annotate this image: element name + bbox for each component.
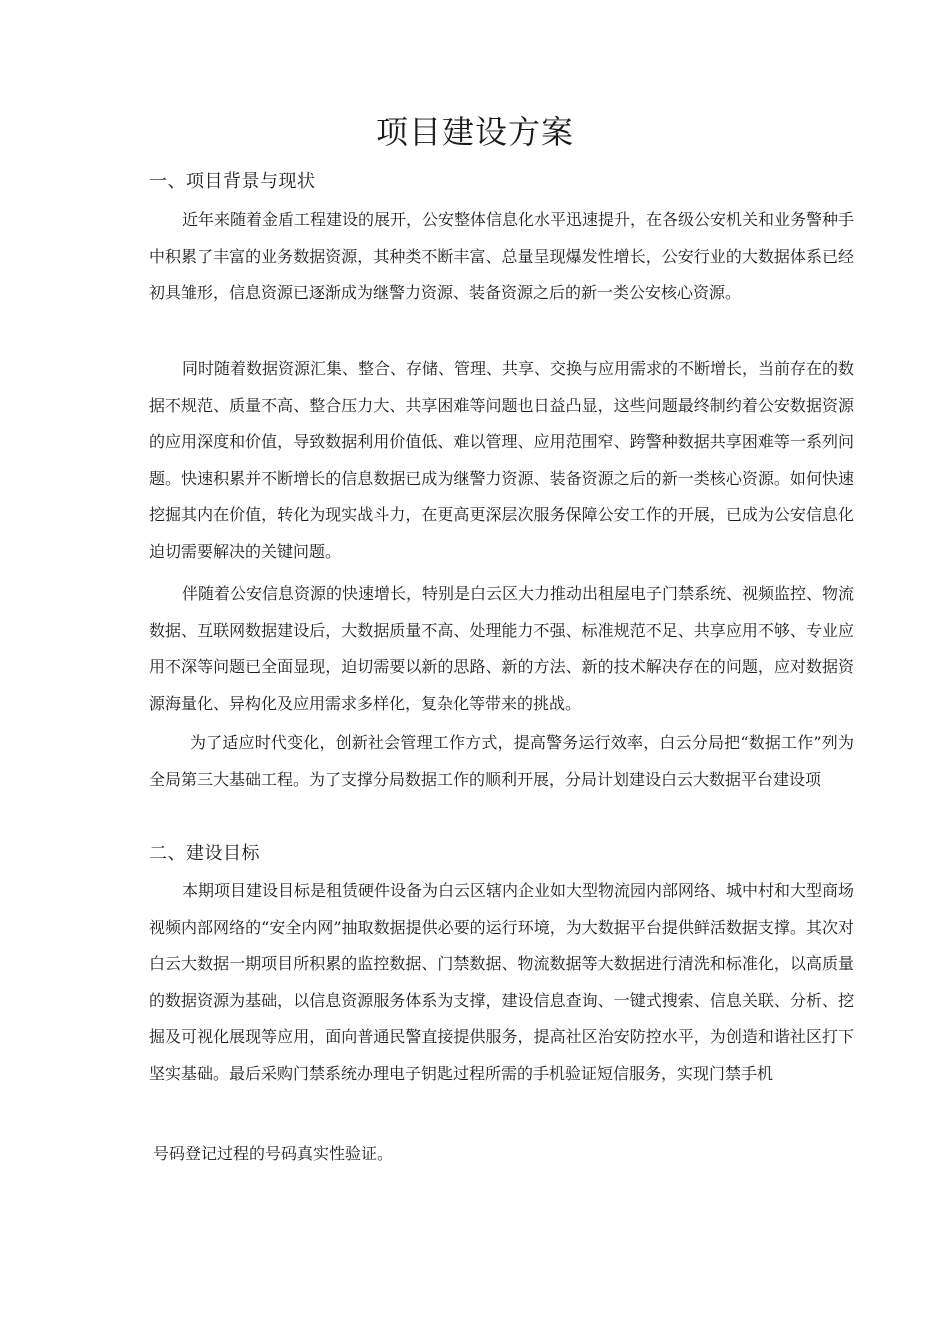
paragraph-goals-tail: 号码登记过程的号码真实性验证。 bbox=[153, 1144, 394, 1163]
paragraph-background-4: 为了适应时代变化，创新社会管理工作方式，提高警务运行效率，白云分局把“数据工作”列为全局第三大基础工程。为了支撑分局数据工作的顺利开展，分局计划建设白云大数据平台建设项 bbox=[149, 733, 854, 789]
paragraph-goals-1: 本期项目建设目标是租赁硬件设备为白云区辖内企业如大型物流园内部网络、城中村和大型商场视频内部网络的“安全内网”抽取数据提供必要的运行环境，为大数据平台提供鲜活数据支撑。其次对白云大数据一期项目所积累的监控数据、门禁数据、物流数据等大数据进行清洗和标准化，以高质量的数据资源为基础，以信息资源服务体系为支撑，建设信息查询、一键式搜索、信息关联、分析、挖掘及可视化展现等应用，面向普通民警直接提供服务，提高社区治安防控水平，为创造和谐社区打下坚实基础。最后采购门禁系统办理电子钥匙过程所需的手机验证短信服务，实现门禁手机 bbox=[149, 881, 855, 1083]
section-heading-goals: 二、建设目标 bbox=[149, 843, 260, 864]
paragraph-background-3: 伴随着公安信息资源的快速增长，特别是白云区大力推动出租屋电子门禁系统、视频监控、物流数据、互联网数据建设后，大数据质量不高、处理能力不强、标准规范不足、共享应用不够、专业应用不深等问题已全面显现，迫切需要以新的思路、新的方法、新的技术解决存在的问题，应对数据资源海量化、异构化及应用需求多样化，复杂化等带来的挑战。 bbox=[149, 584, 855, 713]
document-title: 项目建设方案 bbox=[375, 113, 574, 151]
paragraph-background-1: 近年来随着金盾工程建设的展开，公安整体信息化水平迅速提升，在各级公安机关和业务警种手中积累了丰富的业务数据资源，其种类不断丰富、总量呈现爆发性增长，公安行业的大数据体系已经初具雏形，信息资源已逐渐成为继警力资源、装备资源之后的新一类公安核心资源。 bbox=[149, 210, 855, 303]
section-heading-background: 一、项目背景与现状 bbox=[149, 171, 316, 192]
paragraph-background-2: 同时随着数据资源汇集、整合、存储、管理、共享、交换与应用需求的不断增长，当前存在的数据不规范、质量不高、整合压力大、共享困难等问题也日益凸显，这些问题最终制约着公安数据资源的应用深度和价值，导致数据利用价值低、难以管理、应用范围窄、跨警种数据共享困难等一系列问题。快速积累并不断增长的信息数据已成为继警力资源、装备资源之后的新一类核心资源。如何快速挖掘其内在价值，转化为现实战斗力，在更高更深层次服务保障公安工作的开展，已成为公安信息化迫切需要解决的关键问题。 bbox=[149, 359, 855, 561]
